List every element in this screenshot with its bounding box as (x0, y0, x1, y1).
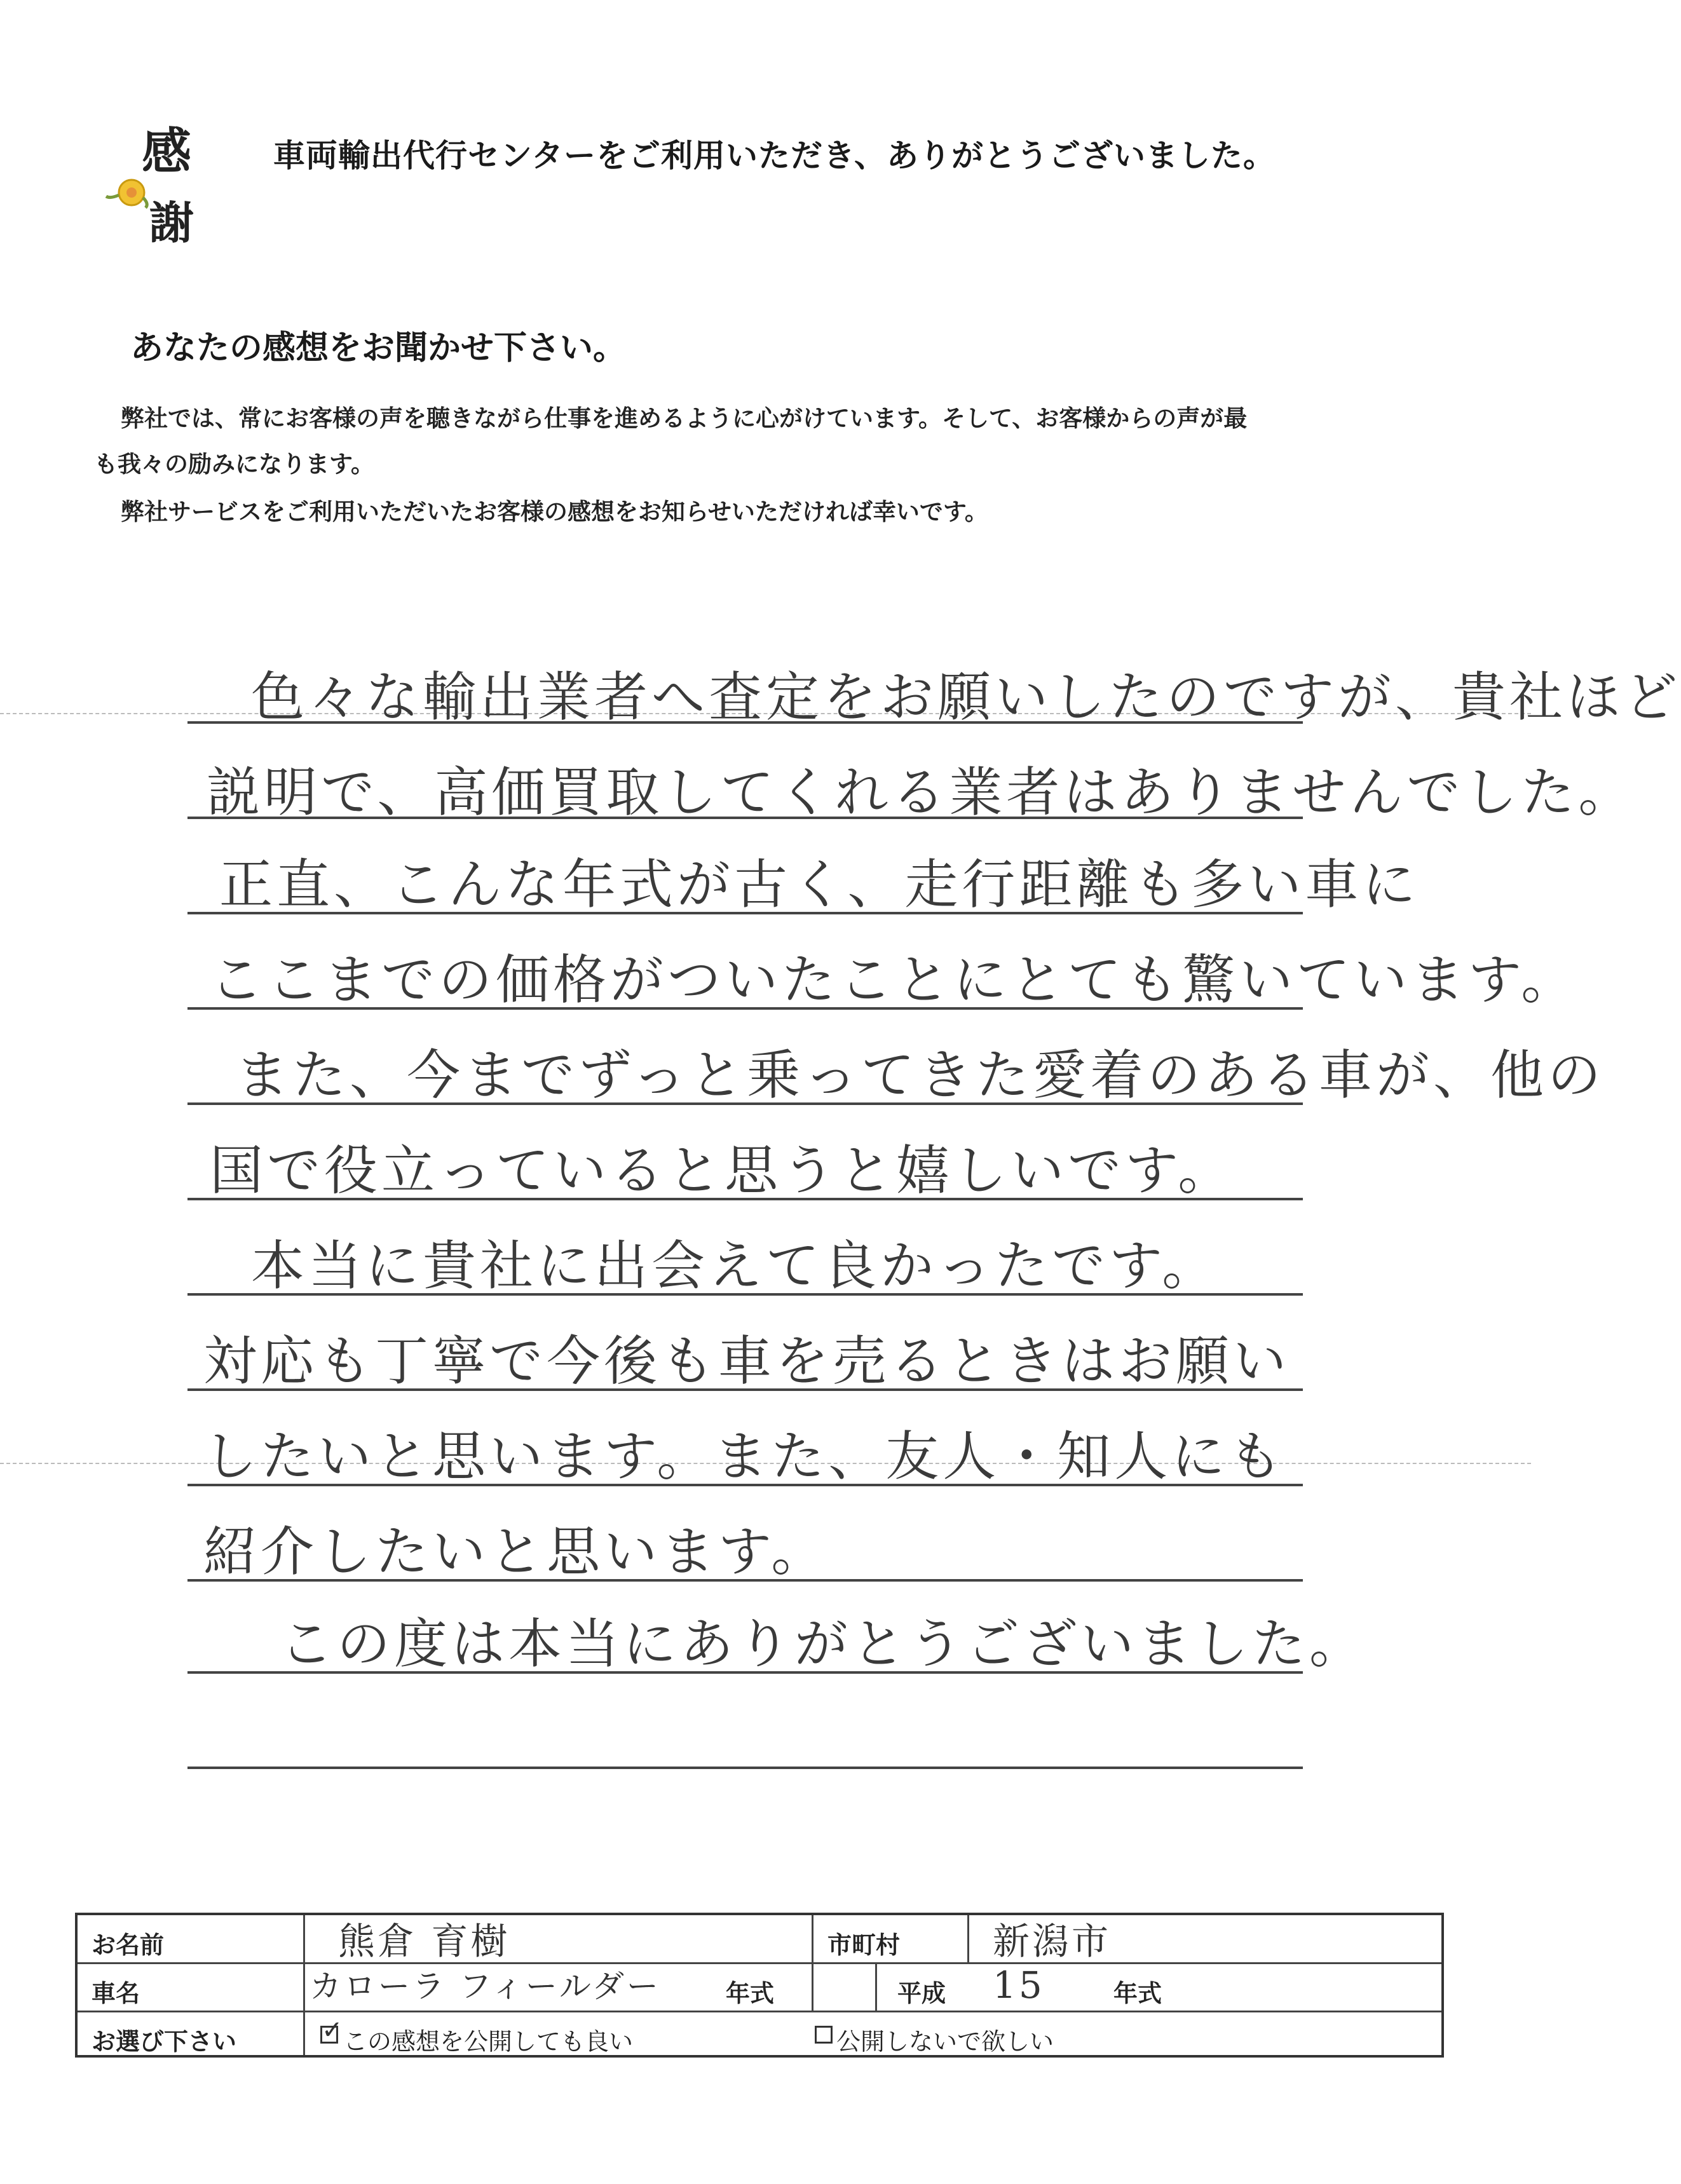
ruled-line (187, 1767, 1303, 1769)
car-label: 車名 (92, 1979, 140, 2007)
table-divider (967, 1915, 969, 1962)
publish-option-label: この感想を公開しても良い (343, 2028, 634, 2056)
table-divider (812, 1915, 813, 2011)
message-line: この度は本当にありがとうございました。 (280, 1613, 1367, 1675)
choice-label: お選び下さい (92, 2028, 237, 2056)
message-line: また、今までずっと乗ってきた愛着のある車が、他の (235, 1044, 1605, 1106)
city-label: 市町村 (827, 1931, 901, 1959)
message-line: 国で役立っていると思うと嬉しいです。 (210, 1139, 1235, 1202)
table-divider (78, 2011, 1441, 2012)
car-value: カローラ フィールダー (310, 1968, 661, 2005)
logo-kanji-bottom: 謝 (149, 196, 194, 249)
header-thanks: 車両輸出代行センターをご利用いただき、ありがとうございました。 (273, 137, 1276, 174)
intro-line-1: 弊社では、常にお客様の声を聴きながら仕事を進めるように心がけています。そして、お客様からの声が最 (121, 405, 1248, 432)
year-suffix: 年式 (1113, 1979, 1162, 2007)
year-value: 15 (993, 1964, 1045, 2007)
name-label: お名前 (92, 1931, 165, 1959)
message-line: 正直、こんな年式が古く、走行距離も多い車に (219, 853, 1420, 916)
table-divider (875, 1962, 877, 2011)
intro-line-2: も我々の励みになります。 (94, 451, 375, 478)
message-line: したいと思います。また、友人・知人にも (203, 1425, 1286, 1488)
message-line: 説明で、高価買取してくれる業者はありませんでした。 (207, 761, 1636, 824)
message-line: 対応も丁寧で今後も車を売るときはお願い (203, 1330, 1291, 1392)
customer-info-table (75, 1913, 1444, 2058)
message-line: 色々な輸出業者へ査定をお願いしたのですが、貴社ほど (251, 666, 1681, 728)
city-value: 新潟市 (993, 1920, 1112, 1963)
era-label: 平成 (897, 1979, 946, 2007)
private-checkbox[interactable] (815, 2026, 833, 2044)
intro-line-3: 弊社サービスをご利用いただいたお客様の感想をお知らせいただければ幸いです。 (121, 498, 988, 526)
logo-kanji-top: 感 (142, 123, 192, 180)
table-divider (303, 1915, 305, 2055)
table-divider (78, 1962, 1441, 1964)
private-option-label: 公開しないで欲しい (836, 2028, 1054, 2056)
intro-heading: あなたの感想をお聞かせ下さい。 (130, 329, 627, 367)
year-label: 年式 (726, 1979, 775, 2007)
thanks-logo (105, 124, 226, 251)
check-mark-icon: ✓ (322, 2016, 343, 2045)
message-line: 本当に貴社に出会えて良かったです。 (251, 1235, 1220, 1297)
name-value: 熊倉 育樹 (338, 1920, 510, 1963)
message-line: ここまでの価格がついたことにとても驚いています。 (210, 949, 1579, 1011)
message-line: 紹介したいと思います。 (203, 1521, 829, 1583)
